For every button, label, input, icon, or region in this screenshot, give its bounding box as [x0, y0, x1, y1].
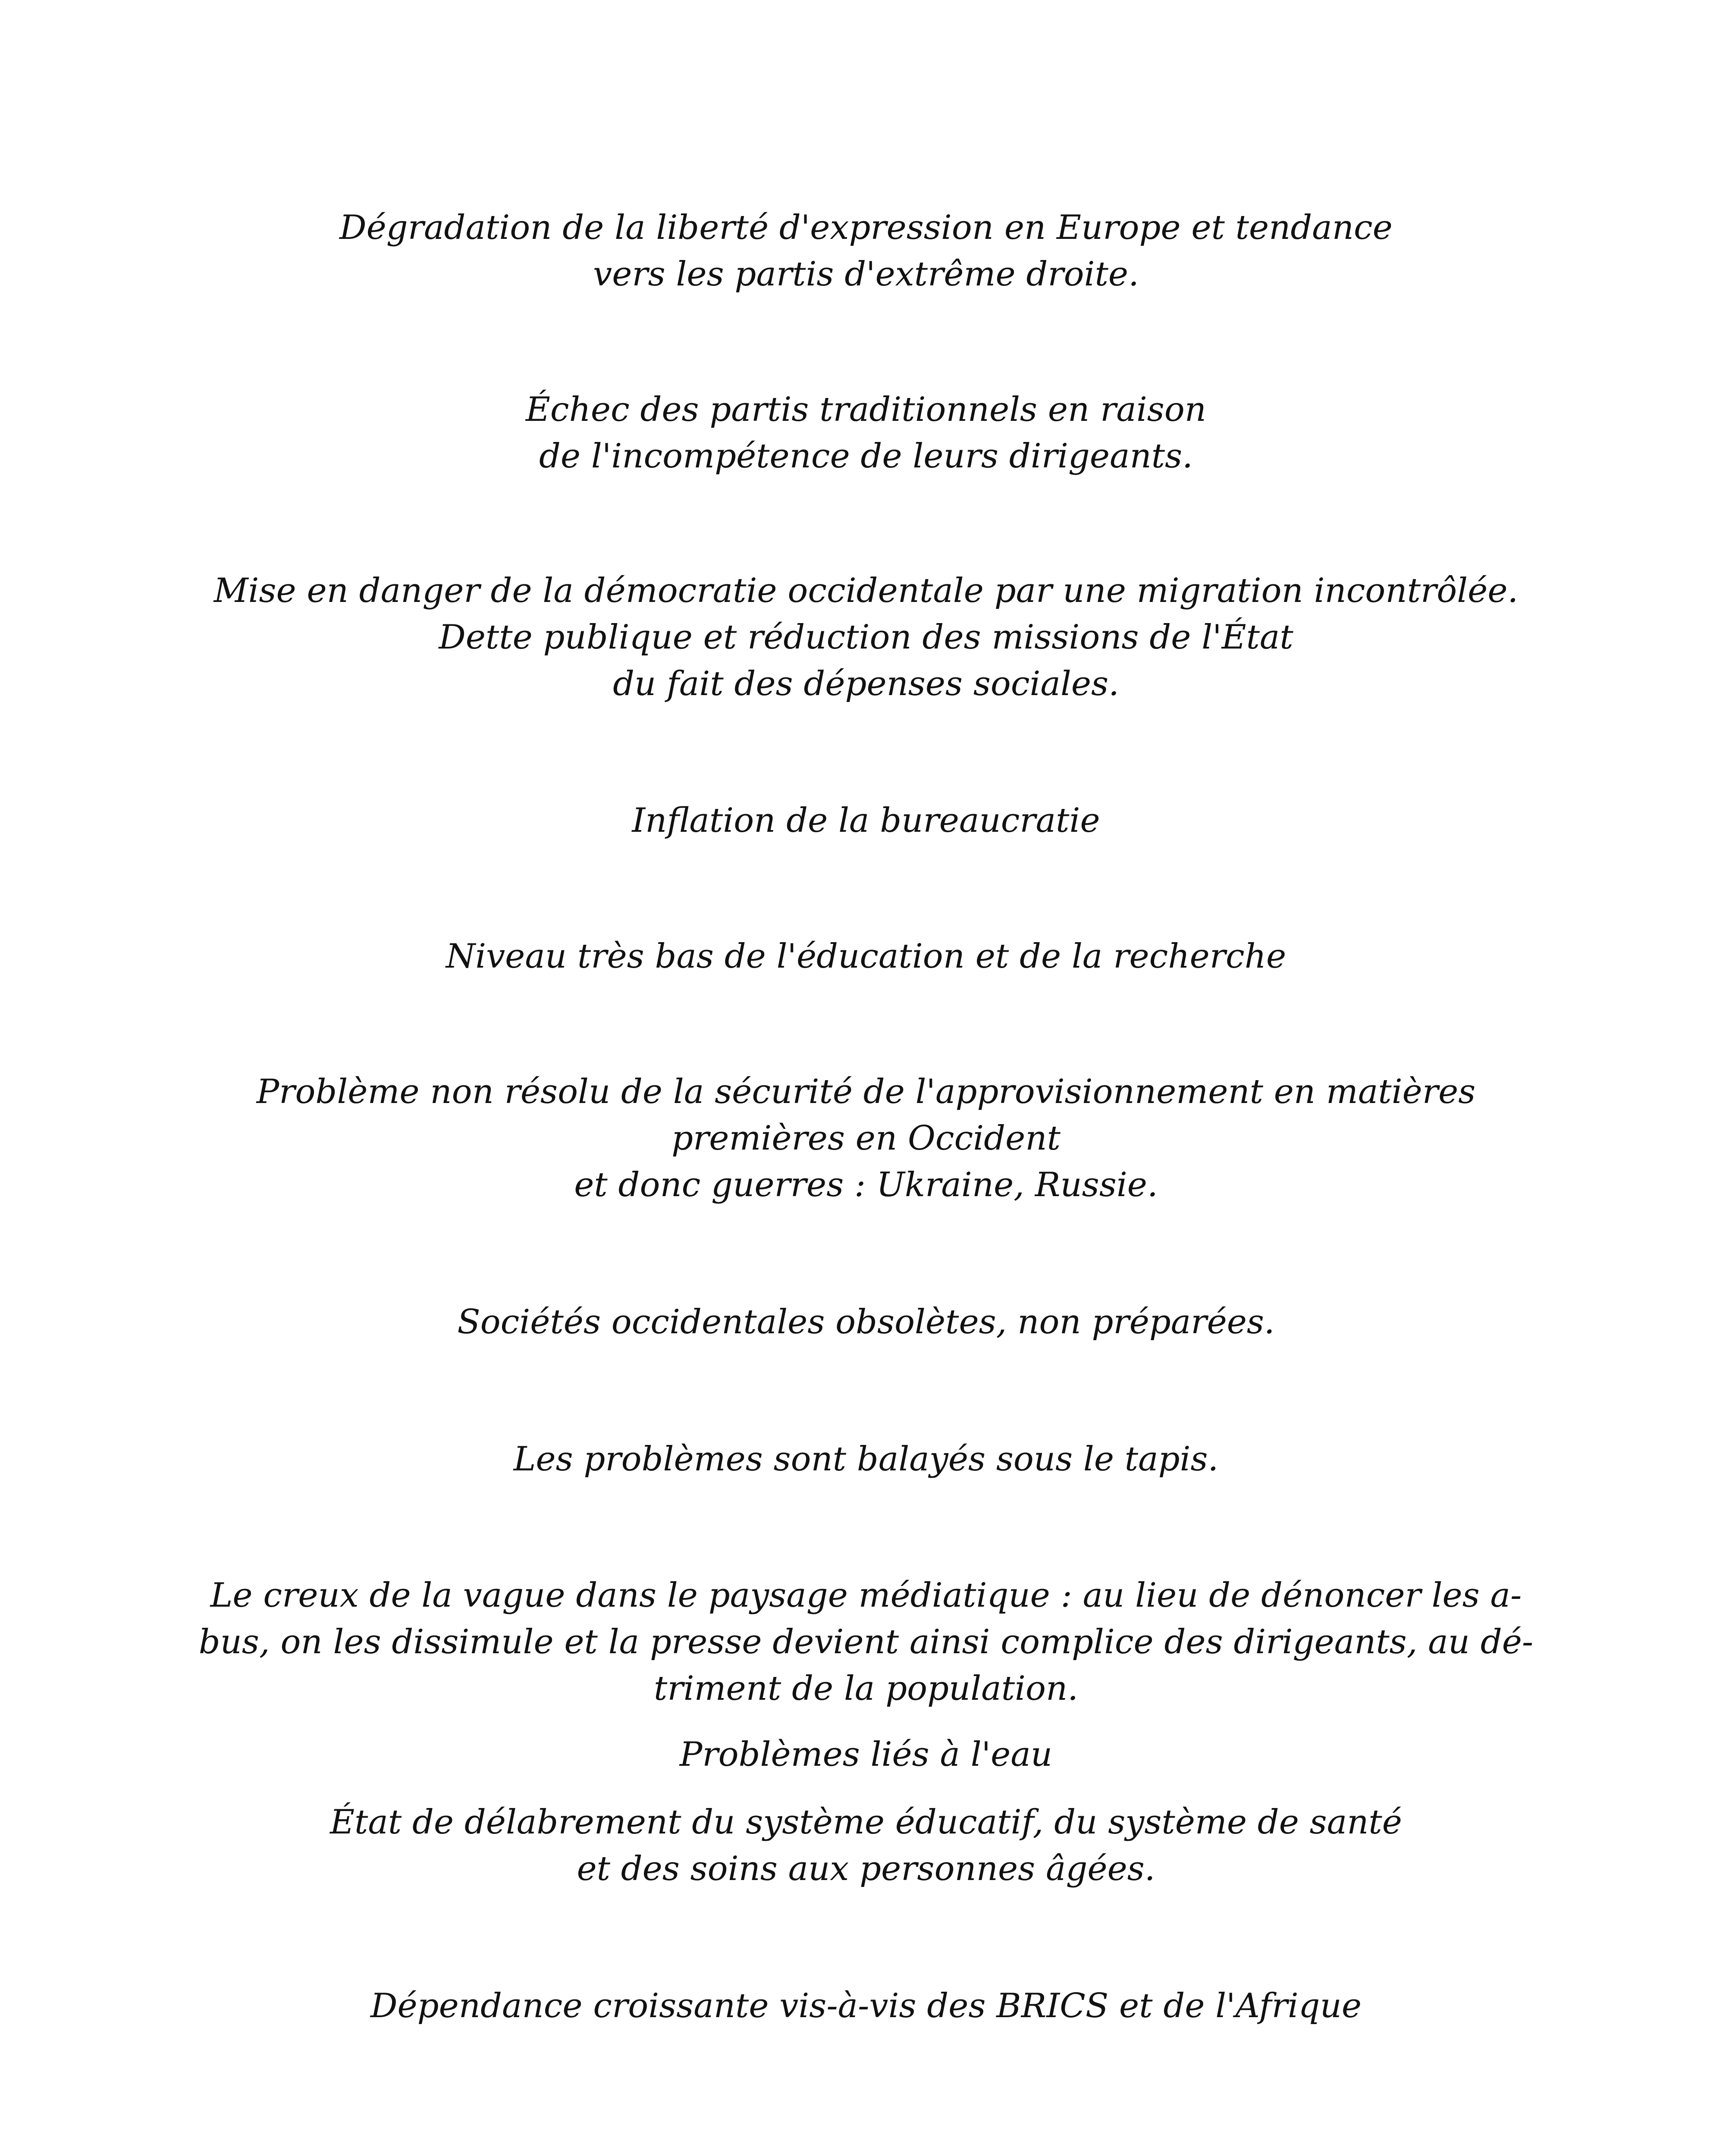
text-line: vers les partis d'extrême droite.	[593, 255, 1139, 294]
text-line: Dégradation de la liberté d'expression en Europe et tendance	[339, 208, 1393, 247]
text-line: État de délabrement du système éducatif, du système de santé	[330, 1803, 1402, 1842]
text-line: Échec des partis traditionnels en raison	[525, 390, 1207, 429]
text-line: Mise en danger de la démocratie occidentale par une migration incontrôlée.	[213, 571, 1519, 610]
text-line: premières en Occident	[671, 1119, 1061, 1158]
text-line: de l'incompétence de leurs dirigeants.	[539, 437, 1193, 476]
text-line: et donc guerres : Ukraine, Russie.	[574, 1166, 1158, 1204]
text-line: Sociétés occidentales obsolètes, non préparées.	[457, 1303, 1275, 1341]
text-line: Problème non résolu de la sécurité de l'approvisionnement en matières	[256, 1072, 1476, 1111]
text-line: Dette publique et réduction des missions de l'État	[439, 618, 1293, 657]
text-line: bus, on les dissimule et la presse devient ainsi complice des dirigeants, au dé-	[198, 1623, 1534, 1661]
text-line: Les problèmes sont balayés sous le tapis.	[513, 1440, 1219, 1479]
text-line: et des soins aux personnes âgées.	[577, 1849, 1155, 1888]
text-line: Dépendance croissante vis-à-vis des BRICS et de l'Afrique	[370, 1987, 1362, 2025]
text-line: Inflation de la bureaucratie	[632, 801, 1100, 840]
text-line: Problèmes liés à l'eau	[679, 1735, 1053, 1774]
text-line: du fait des dépenses sociales.	[613, 664, 1119, 703]
text-line: Le creux de la vague dans le paysage médiatique : au lieu de dénoncer les a-	[210, 1576, 1522, 1615]
text-line: Niveau très bas de l'éducation et de la recherche	[446, 937, 1286, 976]
text-line: triment de la population.	[654, 1669, 1078, 1708]
